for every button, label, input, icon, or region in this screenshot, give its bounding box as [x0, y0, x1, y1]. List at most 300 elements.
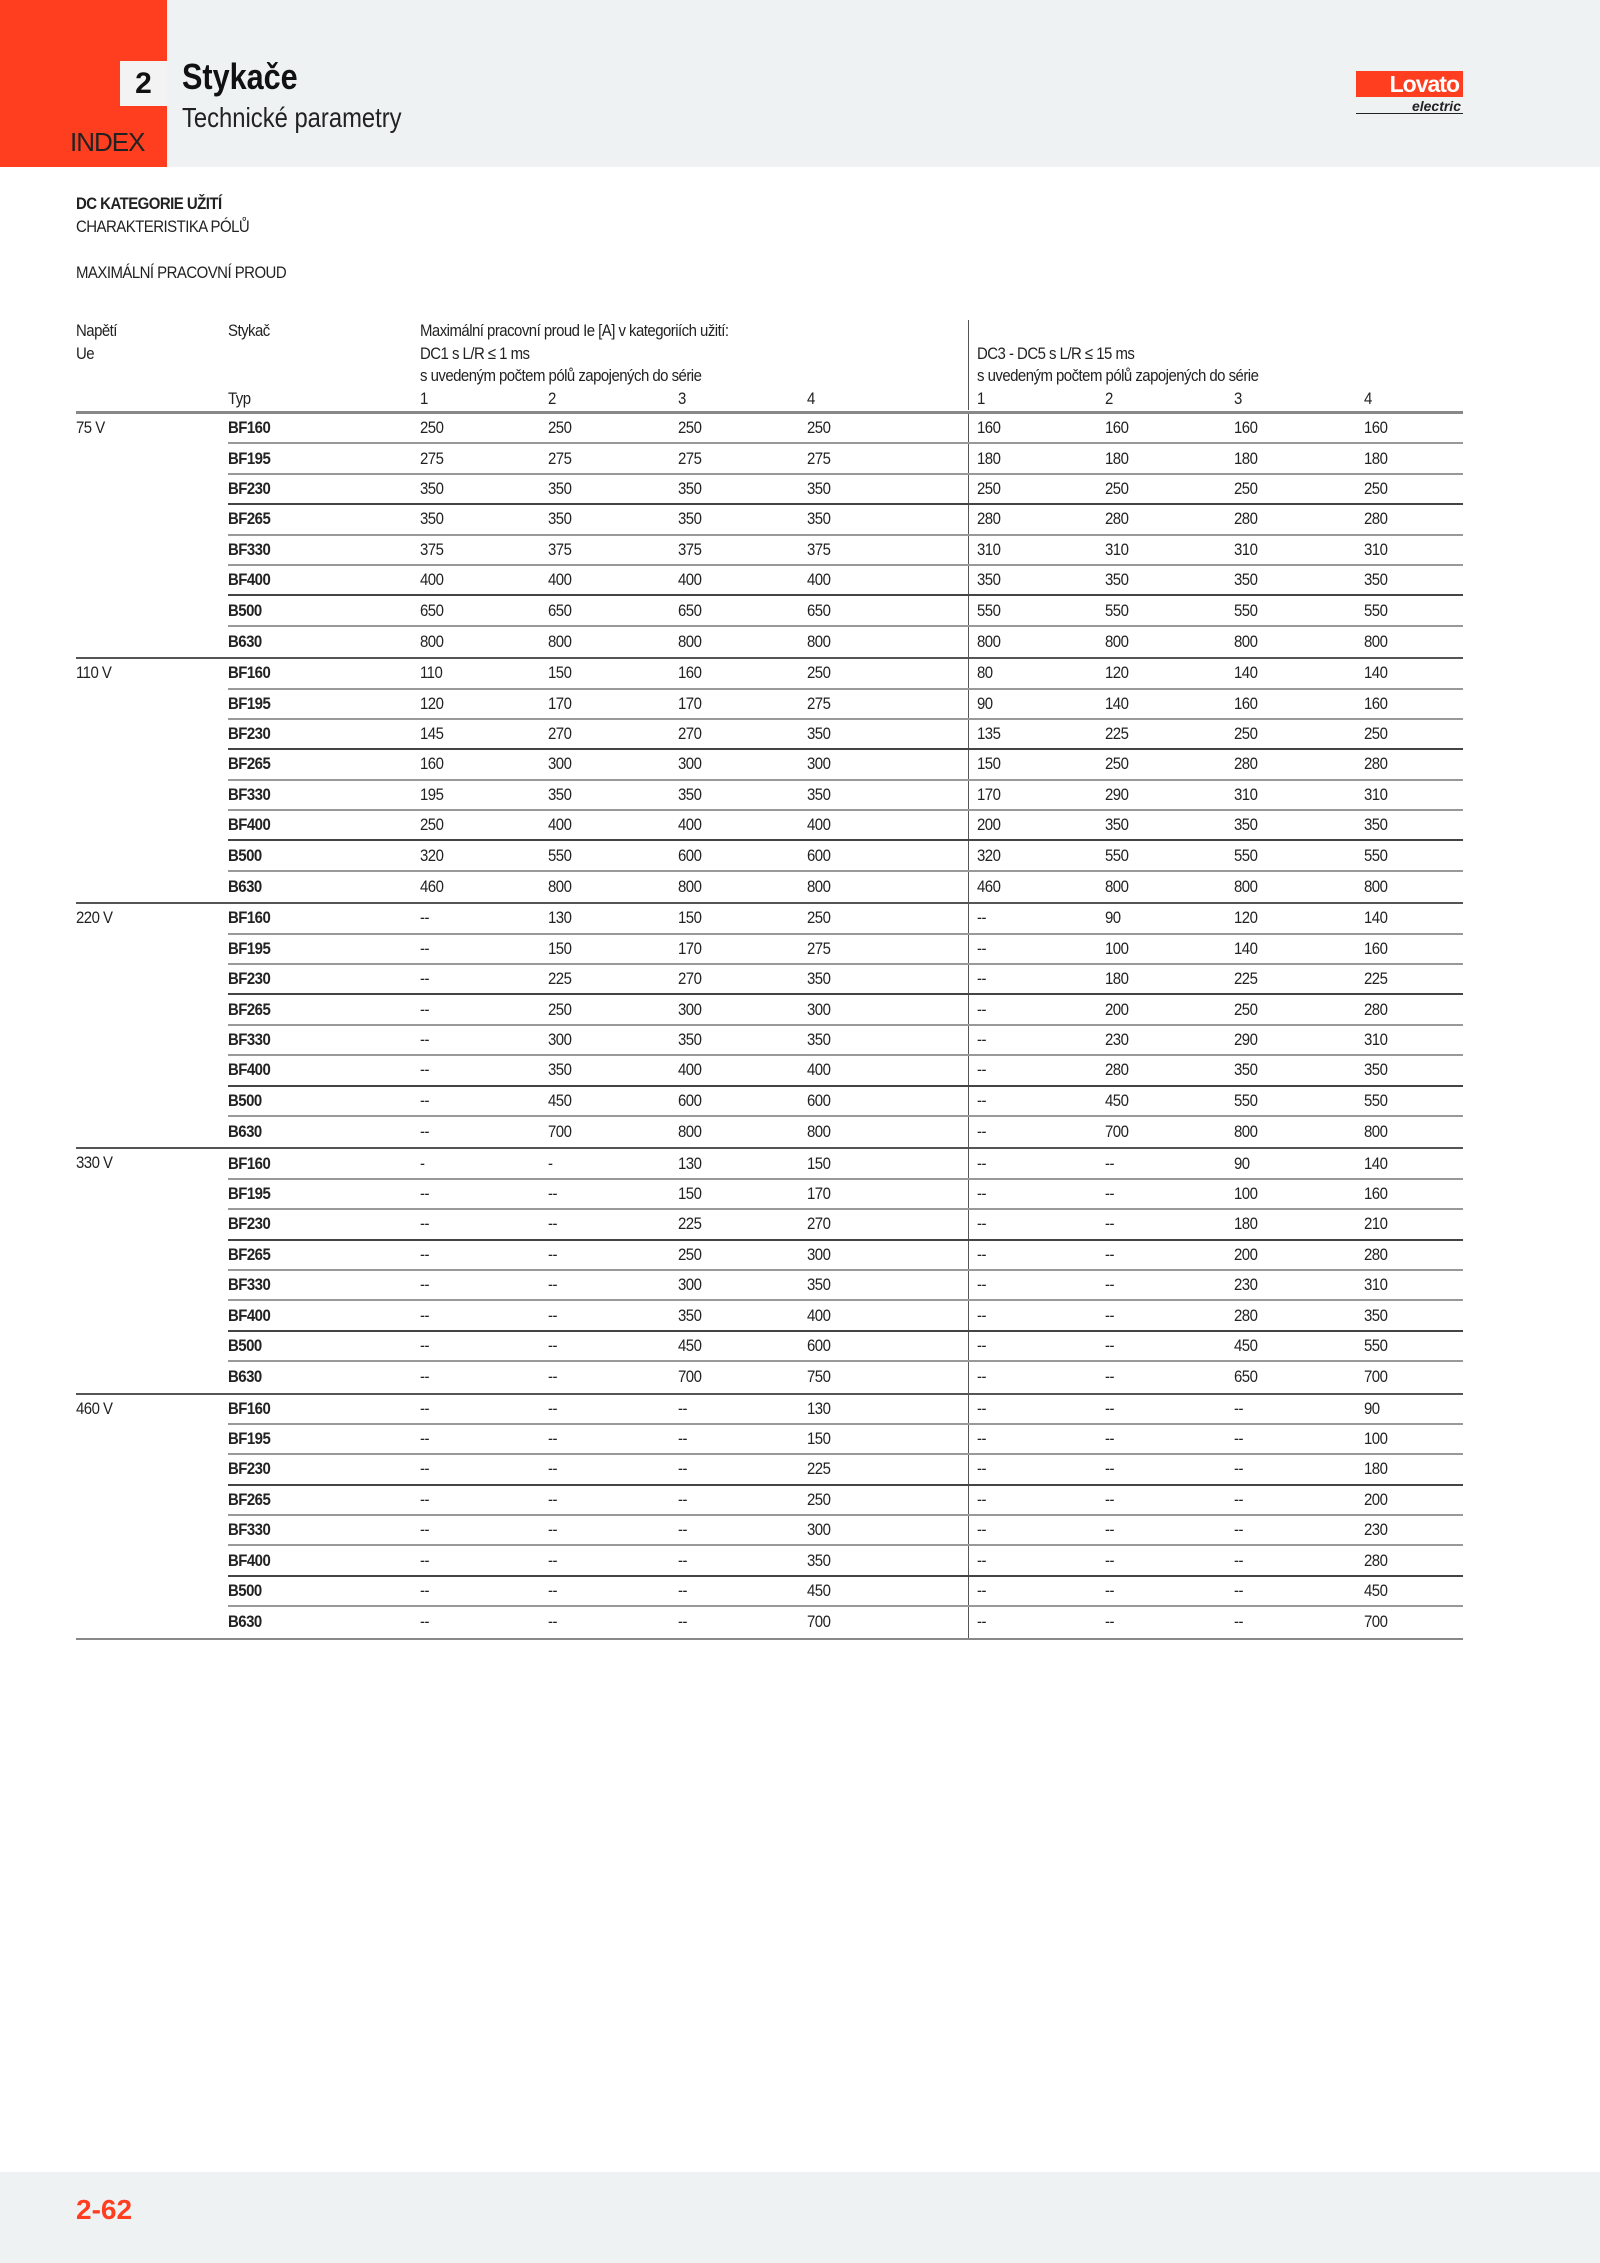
- dc3-cell: [968, 720, 1105, 748]
- current-value: 800: [678, 1122, 702, 1142]
- dc3-cell: [968, 444, 1105, 472]
- dc1-cell: [420, 505, 548, 533]
- dc3-cell: [1234, 781, 1364, 809]
- type-value: BF195: [228, 1429, 271, 1449]
- logo-sub: electric: [1356, 99, 1463, 114]
- table-row: [228, 1180, 1463, 1210]
- dc1-cell: [807, 414, 968, 442]
- table-end-line: [76, 1638, 1463, 1640]
- dc1-cell: [420, 1395, 548, 1423]
- current-value: --: [420, 1398, 429, 1418]
- current-value: --: [1234, 1429, 1243, 1449]
- current-value: --: [1234, 1612, 1243, 1632]
- dc1-cell: [807, 1425, 968, 1453]
- dc3-cell: [1105, 1301, 1234, 1329]
- type-value: BF195: [228, 448, 271, 468]
- current-value: 150: [807, 1429, 831, 1449]
- dc3-cell: [1364, 536, 1455, 564]
- page-title: Stykače: [182, 56, 298, 97]
- current-value: --: [977, 1429, 986, 1449]
- voltage-label: 220 V: [76, 908, 113, 928]
- dc1-cell: [807, 1546, 968, 1574]
- current-value: --: [678, 1489, 687, 1509]
- current-value: --: [420, 1520, 429, 1540]
- dc1-cell: [420, 1271, 548, 1299]
- dc1-cell: [807, 904, 968, 932]
- dc1-cell: [420, 1056, 548, 1084]
- current-value: --: [420, 1305, 429, 1325]
- table-row: [228, 1607, 1463, 1637]
- dc1-cell: [548, 1607, 678, 1637]
- current-value: 280: [1234, 754, 1258, 774]
- dc1-cell: [548, 1516, 678, 1544]
- dc3-cell: [1105, 444, 1234, 472]
- current-value: 135: [977, 724, 1001, 744]
- dc3-cell: [968, 1607, 1105, 1637]
- current-value: 350: [807, 724, 831, 744]
- dc3-cell: [1234, 1117, 1364, 1147]
- current-table: [76, 312, 1463, 1640]
- dc3-cell: [1364, 1087, 1455, 1115]
- current-value: 350: [807, 478, 831, 498]
- dc3-cell: [1364, 1180, 1455, 1208]
- type-cell: [228, 1425, 420, 1453]
- type-value: BF265: [228, 1489, 271, 1509]
- type-cell: [228, 1149, 420, 1177]
- current-value: 700: [807, 1612, 831, 1632]
- current-value: --: [977, 1275, 986, 1295]
- dc1-cell: [807, 475, 968, 503]
- current-value: 800: [807, 631, 831, 651]
- current-value: --: [977, 1489, 986, 1509]
- dc3-cell: [1364, 720, 1455, 748]
- voltage-cell: [76, 414, 228, 657]
- voltage-group: [76, 1147, 1463, 1392]
- current-value: --: [548, 1244, 557, 1264]
- dc1-cell: [548, 414, 678, 442]
- col-dc1-poles: s uvedeným počtem pólů zapojených do série: [420, 366, 702, 385]
- current-value: 550: [977, 600, 1001, 620]
- current-value: --: [977, 1244, 986, 1264]
- dc3-cell: [1105, 1210, 1234, 1238]
- type-value: BF400: [228, 1060, 271, 1080]
- current-value: 450: [1234, 1335, 1258, 1355]
- dc3-cell: [1105, 1332, 1234, 1360]
- page-subtitle: Technické parametry: [182, 102, 402, 133]
- dc3-cell: [968, 1087, 1105, 1115]
- dc3-cell: [1105, 1546, 1234, 1574]
- current-value: --: [1234, 1459, 1243, 1479]
- current-value: 280: [1364, 999, 1388, 1019]
- page-footer: [0, 2172, 1600, 2263]
- dc1-cell: [420, 1210, 548, 1238]
- dc3-cell: [1364, 750, 1455, 778]
- dc1-cell: [807, 1149, 968, 1177]
- type-cell: [228, 935, 420, 963]
- current-value: 600: [807, 1335, 831, 1355]
- dc1-cell: [420, 1332, 548, 1360]
- dc3-cell: [1234, 1056, 1364, 1084]
- voltage-label: 460 V: [76, 1398, 113, 1418]
- dc3-cell: [1364, 1241, 1455, 1269]
- current-value: 320: [977, 845, 1001, 865]
- current-value: 250: [977, 478, 1001, 498]
- table-row: [228, 872, 1463, 902]
- current-value: 400: [807, 1305, 831, 1325]
- table-row: [228, 505, 1463, 535]
- dc1-cell: [420, 1301, 548, 1329]
- dc1-cell: [807, 1516, 968, 1544]
- current-value: 350: [807, 1030, 831, 1049]
- current-value: 200: [1364, 1489, 1388, 1509]
- type-cell: [228, 781, 420, 809]
- current-value: 350: [1234, 570, 1258, 590]
- type-value: BF330: [228, 1275, 271, 1295]
- dc3-cell: [1234, 1607, 1364, 1637]
- table-row: [228, 720, 1463, 750]
- current-value: 290: [1105, 784, 1129, 804]
- dc3-cell: [1364, 1395, 1455, 1423]
- current-value: 225: [1234, 969, 1258, 989]
- type-value: BF330: [228, 1520, 271, 1540]
- dc1-cell: [807, 1362, 968, 1392]
- current-value: 160: [1364, 1183, 1388, 1203]
- current-value: 160: [678, 663, 702, 683]
- type-cell: [228, 965, 420, 993]
- dc1-cell: [678, 1026, 807, 1054]
- type-value: BF400: [228, 570, 271, 590]
- type-value: BF160: [228, 1398, 271, 1418]
- current-value: --: [1105, 1183, 1114, 1203]
- type-cell: [228, 872, 420, 902]
- current-value: --: [678, 1581, 687, 1601]
- logo-wordmark: Lovato: [1356, 71, 1463, 97]
- dc1-cell: [678, 1455, 807, 1483]
- dc1-cell: [548, 1117, 678, 1147]
- dc3-cell: [1364, 566, 1455, 594]
- current-value: 275: [678, 448, 702, 468]
- current-value: 270: [678, 969, 702, 989]
- current-value: 120: [1234, 908, 1258, 928]
- current-value: 800: [548, 631, 572, 651]
- dc3-cell: [1234, 1516, 1364, 1544]
- dc1-cell: [548, 750, 678, 778]
- current-value: 120: [1105, 663, 1129, 683]
- current-value: 800: [807, 1122, 831, 1142]
- type-cell: [228, 1301, 420, 1329]
- current-value: 400: [807, 570, 831, 590]
- dc1-cell: [420, 475, 548, 503]
- dc1-cell: [678, 1087, 807, 1115]
- table-row: [228, 781, 1463, 811]
- current-value: 450: [548, 1090, 572, 1110]
- current-value: --: [1105, 1244, 1114, 1264]
- current-value: 650: [807, 600, 831, 620]
- table-row: [228, 811, 1463, 841]
- page-header: [0, 0, 1600, 167]
- dc1-cell: [678, 841, 807, 869]
- type-value: B500: [228, 1090, 262, 1110]
- current-value: 150: [977, 754, 1001, 774]
- dc1-cell: [420, 965, 548, 993]
- dc3-cell: [968, 750, 1105, 778]
- dc3-cell: [968, 1271, 1105, 1299]
- type-cell: [228, 1117, 420, 1147]
- section-caption: MAXIMÁLNÍ PRACOVNÍ PROUD: [76, 263, 287, 282]
- current-value: --: [678, 1459, 687, 1479]
- dc1-cell: [678, 414, 807, 442]
- dc1-cell: [678, 1395, 807, 1423]
- dc1-cell: [548, 566, 678, 594]
- voltage-group: [76, 902, 1463, 1147]
- dc3-cell: [1234, 965, 1364, 993]
- current-value: --: [1105, 1367, 1114, 1387]
- index-tab[interactable]: [0, 0, 167, 167]
- current-value: --: [678, 1520, 687, 1540]
- current-value: 120: [420, 693, 444, 713]
- current-value: 140: [1105, 693, 1129, 713]
- dc3-cell: [1234, 841, 1364, 869]
- type-cell: [228, 841, 420, 869]
- current-value: 200: [977, 815, 1001, 835]
- current-value: 700: [678, 1367, 702, 1387]
- current-value: 160: [1234, 693, 1258, 713]
- dc3-cell: [1234, 1026, 1364, 1054]
- dc3-cell: [1105, 935, 1234, 963]
- current-value: 145: [420, 724, 444, 744]
- dc1-cell: [548, 841, 678, 869]
- dc1-cell: [807, 690, 968, 718]
- dc3-cell: [1234, 1332, 1364, 1360]
- dc3-cell: [968, 1546, 1105, 1574]
- dc3-cell: [1234, 659, 1364, 687]
- current-value: 100: [1105, 938, 1129, 958]
- current-value: --: [1105, 1398, 1114, 1418]
- dc1-cell: [807, 781, 968, 809]
- current-value: --: [420, 1122, 429, 1142]
- index-link[interactable]: INDEX: [70, 127, 145, 157]
- dc1-pole-1: 1: [420, 388, 428, 408]
- current-value: --: [1234, 1398, 1243, 1418]
- type-cell: [228, 1395, 420, 1423]
- current-value: 350: [807, 969, 831, 989]
- current-value: 130: [548, 908, 572, 928]
- dc1-cell: [548, 1546, 678, 1574]
- current-value: 210: [1364, 1214, 1388, 1234]
- dc1-cell: [807, 444, 968, 472]
- current-value: --: [1234, 1550, 1243, 1570]
- dc3-cell: [1105, 811, 1234, 839]
- page-number: 2-62: [76, 2194, 133, 2225]
- current-value: 280: [977, 509, 1001, 529]
- type-cell: [228, 1056, 420, 1084]
- dc3-cell: [1364, 965, 1455, 993]
- dc3-cell: [1234, 444, 1364, 472]
- current-value: --: [420, 1550, 429, 1570]
- dc1-cell: [420, 1362, 548, 1392]
- dc1-cell: [420, 1117, 548, 1147]
- dc1-cell: [420, 781, 548, 809]
- type-cell: [228, 566, 420, 594]
- type-value: BF400: [228, 1305, 271, 1325]
- current-value: 700: [1364, 1367, 1388, 1387]
- dc3-cell: [1105, 1026, 1234, 1054]
- current-value: 400: [807, 1060, 831, 1080]
- dc3-cell: [1105, 1607, 1234, 1637]
- dc3-cell: [968, 414, 1105, 442]
- current-value: 250: [1364, 478, 1388, 498]
- dc1-cell: [807, 841, 968, 869]
- dc3-cell: [1364, 1332, 1455, 1360]
- current-value: 130: [678, 1153, 702, 1173]
- current-value: 300: [807, 1244, 831, 1264]
- current-value: 160: [1364, 418, 1388, 438]
- dc3-cell: [1105, 1180, 1234, 1208]
- dc3-cell: [1234, 627, 1364, 657]
- type-value: B500: [228, 1335, 262, 1355]
- dc1-cell: [678, 1056, 807, 1084]
- col-dc3-poles: s uvedeným počtem pólů zapojených do série: [977, 366, 1259, 385]
- current-value: --: [420, 1030, 429, 1049]
- current-value: --: [548, 1305, 557, 1325]
- type-cell: [228, 1455, 420, 1483]
- dc1-cell: [548, 1455, 678, 1483]
- dc3-cell: [1105, 536, 1234, 564]
- dc1-cell: [807, 1607, 968, 1637]
- current-value: --: [420, 908, 429, 928]
- current-value: 310: [1364, 539, 1388, 559]
- current-value: 600: [678, 1090, 702, 1110]
- dc3-cell: [1364, 690, 1455, 718]
- current-value: --: [977, 1122, 986, 1142]
- dc3-cell: [1234, 872, 1364, 902]
- dc1-cell: [678, 872, 807, 902]
- current-value: --: [548, 1459, 557, 1479]
- dc1-cell: [678, 935, 807, 963]
- current-value: --: [1105, 1581, 1114, 1601]
- dc3-cell: [1364, 1149, 1455, 1177]
- current-value: --: [977, 1030, 986, 1049]
- dc3-cell: [968, 627, 1105, 657]
- dc1-cell: [678, 811, 807, 839]
- dc3-cell: [968, 505, 1105, 533]
- dc1-cell: [678, 690, 807, 718]
- current-value: 225: [678, 1214, 702, 1234]
- current-value: 320: [420, 845, 444, 865]
- dc3-cell: [968, 659, 1105, 687]
- current-value: --: [548, 1489, 557, 1509]
- dc1-cell: [678, 1241, 807, 1269]
- dc1-cell: [807, 1087, 968, 1115]
- col-voltage: Napětí: [76, 321, 117, 340]
- current-value: 350: [548, 1060, 572, 1080]
- voltage-cell: [76, 904, 228, 1147]
- table-row: [228, 1056, 1463, 1086]
- dc1-cell: [420, 1546, 548, 1574]
- current-value: --: [548, 1367, 557, 1387]
- dc3-cell: [1364, 505, 1455, 533]
- type-value: BF230: [228, 724, 271, 744]
- current-value: 225: [1105, 724, 1129, 744]
- current-value: 180: [1364, 1459, 1388, 1479]
- dc1-pole-2: 2: [548, 388, 556, 408]
- dc1-cell: [678, 720, 807, 748]
- dc1-cell: [807, 720, 968, 748]
- current-value: --: [420, 969, 429, 989]
- table-row: [228, 1455, 1463, 1485]
- table-row: [228, 995, 1463, 1025]
- type-value: BF195: [228, 938, 271, 958]
- dc3-cell: [1364, 444, 1455, 472]
- current-value: 350: [678, 784, 702, 804]
- current-value: 550: [1364, 1335, 1388, 1355]
- current-value: --: [548, 1612, 557, 1632]
- dc3-cell: [1234, 536, 1364, 564]
- type-value: BF265: [228, 754, 271, 774]
- current-value: 550: [1234, 1090, 1258, 1110]
- dc3-cell: [1234, 596, 1364, 624]
- current-value: --: [548, 1335, 557, 1355]
- current-value: 550: [1364, 1090, 1388, 1110]
- dc1-cell: [807, 627, 968, 657]
- dc3-cell: [968, 566, 1105, 594]
- current-value: 250: [807, 418, 831, 438]
- dc3-cell: [1105, 659, 1234, 687]
- current-value: --: [420, 1060, 429, 1080]
- type-cell: [228, 750, 420, 778]
- current-value: --: [1105, 1214, 1114, 1234]
- dc1-cell: [548, 1577, 678, 1605]
- type-cell: [228, 1607, 420, 1637]
- type-value: B630: [228, 1612, 262, 1632]
- dc1-cell: [678, 1577, 807, 1605]
- dc1-cell: [807, 1486, 968, 1514]
- type-value: BF230: [228, 1459, 271, 1479]
- dc1-cell: [420, 444, 548, 472]
- table-row: [228, 596, 1463, 626]
- type-cell: [228, 720, 420, 748]
- dc3-cell: [1234, 690, 1364, 718]
- dc3-cell: [968, 1149, 1105, 1177]
- dc1-cell: [420, 414, 548, 442]
- type-value: B500: [228, 1581, 262, 1601]
- current-value: --: [420, 999, 429, 1019]
- current-value: 250: [1234, 724, 1258, 744]
- current-value: 100: [1364, 1429, 1388, 1449]
- chapter-number: 2: [120, 61, 167, 106]
- table-row: [228, 750, 1463, 780]
- type-value: BF265: [228, 999, 271, 1019]
- dc1-cell: [678, 750, 807, 778]
- current-value: 160: [1105, 418, 1129, 438]
- current-value: 800: [548, 877, 572, 897]
- current-value: 350: [678, 1305, 702, 1325]
- dc3-cell: [1364, 659, 1455, 687]
- current-value: 350: [1234, 815, 1258, 835]
- dc1-cell: [807, 1301, 968, 1329]
- dc1-cell: [420, 1455, 548, 1483]
- dc3-cell: [1364, 1301, 1455, 1329]
- current-value: 270: [548, 724, 572, 744]
- dc1-cell: [548, 720, 678, 748]
- dc1-cell: [678, 566, 807, 594]
- col-dc1: DC1 s L/R ≤ 1 ms: [420, 343, 530, 363]
- dc1-cell: [678, 1271, 807, 1299]
- current-value: 275: [420, 448, 444, 468]
- dc3-cell: [1105, 1362, 1234, 1392]
- current-value: 280: [1234, 1305, 1258, 1325]
- dc1-cell: [678, 536, 807, 564]
